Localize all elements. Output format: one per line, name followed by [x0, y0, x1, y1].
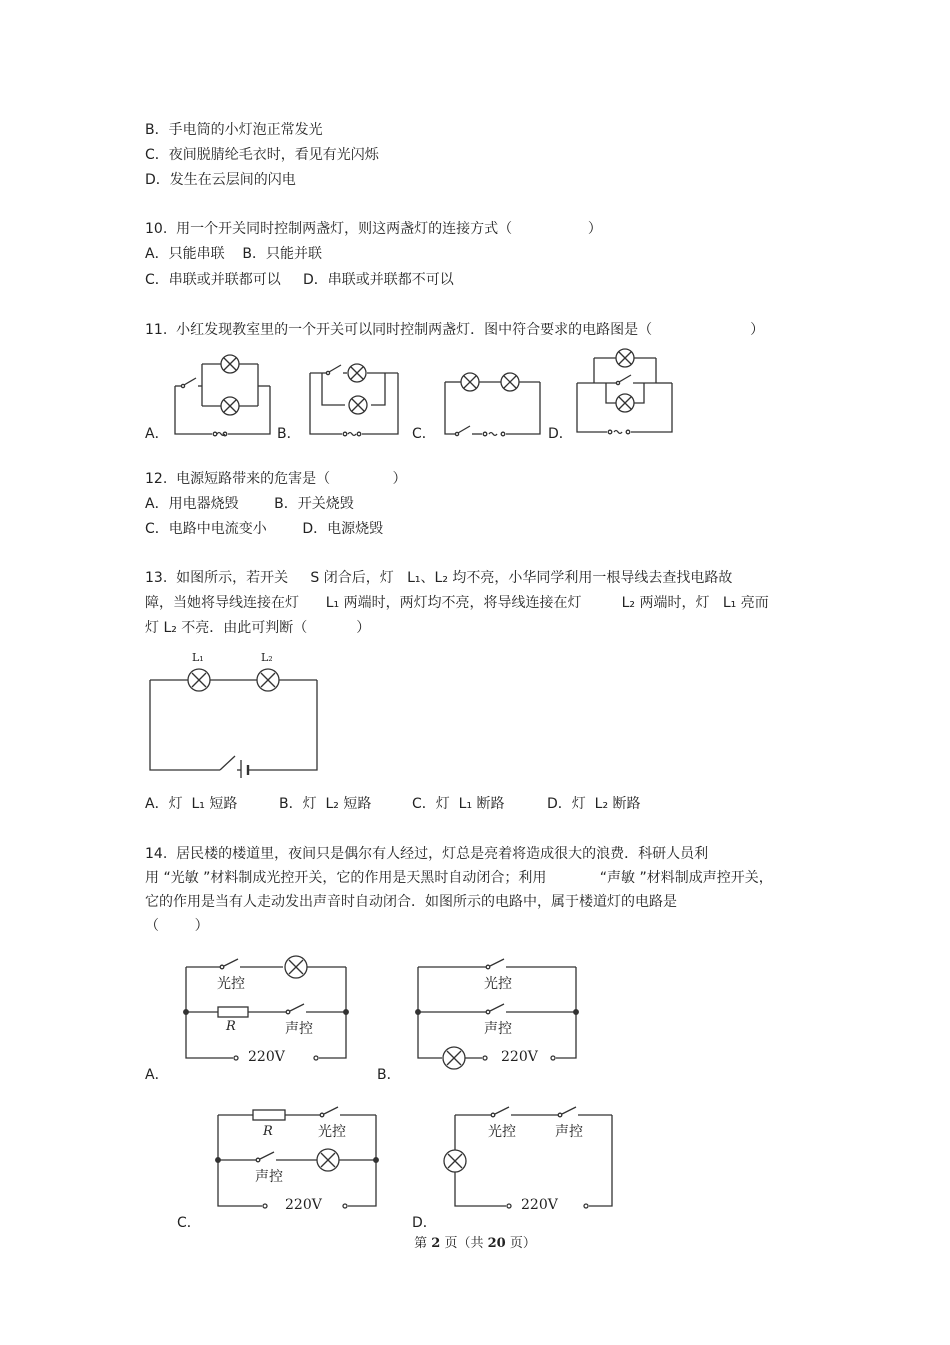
q14b-voltage-label: 220V	[501, 1049, 538, 1065]
q14a-resistor-label: R	[226, 1019, 236, 1034]
q13-option-b: B．灯 L₂ 短路	[279, 796, 372, 812]
q13-stem-line3: 灯 L₂ 不亮．由此可判断（ ）	[145, 620, 371, 636]
q11-circuit-b	[305, 348, 405, 438]
q14d-sound-ctrl-label: 声控	[555, 1124, 583, 1140]
q14c-resistor-label: R	[263, 1124, 273, 1139]
q13-lamp-l2-label: L₂	[261, 651, 273, 664]
footer-total-pages: 20	[487, 1236, 506, 1251]
footer-suffix: 页）	[505, 1236, 536, 1251]
q14-circuit-b	[410, 955, 590, 1070]
q11-circuit-a	[170, 346, 280, 438]
q12-stem: 12. 电源短路带来的危害是（ ）	[145, 471, 407, 487]
q14d-voltage-label: 220V	[521, 1197, 558, 1213]
q14-label-c: C．	[177, 1215, 201, 1231]
q14-label-d: D．	[412, 1215, 437, 1231]
q11-label-c: C．	[412, 426, 436, 442]
q14-circuit-a	[178, 955, 358, 1070]
q11-label-d: D．	[548, 426, 573, 442]
q9-option-c: C．夜间脱腈纶毛衣时，看见有光闪烁	[145, 147, 379, 163]
q12-options-cd: C．电路中电流变小 D．电源烧毁	[145, 521, 384, 537]
q13-stem-line2: 障，当她将导线连接在灯 L₁ 两端时，两灯均不亮，将导线连接在灯 L₂ 两端时，灯 L₁ 亮而	[145, 595, 769, 611]
q12-options-ab: A．用电器烧毁 B．开关烧毁	[145, 496, 354, 512]
q14b-light-ctrl-label: 光控	[484, 976, 512, 992]
q10-stem: 10. 用一个开关同时控制两盏灯，则这两盏灯的连接方式（ ）	[145, 221, 602, 237]
q10-options-cd: C．串联或并联都可以 D．串联或并联都不可以	[145, 272, 454, 288]
q14c-voltage-label: 220V	[285, 1197, 322, 1213]
q14-stem-line3: 它的作用是当有人走动发出声音时自动闭合．如图所示的电路中，属于楼道灯的电路是	[145, 894, 677, 910]
q10-options-ab: A．只能串联 B．只能并联	[145, 246, 322, 262]
q11-circuit-c	[440, 362, 545, 438]
q11-label-b: B．	[277, 426, 301, 442]
q11-label-a: A．	[145, 426, 169, 442]
q14-label-a: A．	[145, 1067, 169, 1083]
q14b-sound-ctrl-label: 声控	[484, 1021, 512, 1037]
q9-option-d: D．发生在云层间的闪电	[145, 172, 296, 188]
q9-option-b: B．手电筒的小灯泡正常发光	[145, 122, 323, 138]
q13-option-c: C．灯 L₁ 断路	[412, 796, 505, 812]
q14-label-b: B．	[377, 1067, 401, 1083]
q13-lamp-l1-label: L₁	[192, 651, 204, 664]
footer-middle: 页（共	[440, 1236, 488, 1251]
q14a-voltage-label: 220V	[248, 1049, 285, 1065]
q14c-sound-ctrl-label: 声控	[255, 1169, 283, 1185]
q11-stem: 11. 小红发现教室里的一个开关可以同时控制两盏灯．图中符合要求的电路图是（ ）	[145, 322, 765, 338]
q13-circuit	[145, 648, 325, 778]
q11-circuit-d	[572, 341, 680, 436]
q14-circuit-d	[438, 1103, 618, 1218]
q14a-sound-ctrl-label: 声控	[285, 1021, 313, 1037]
q14a-light-ctrl-label: 光控	[217, 976, 245, 992]
q14-stem-line1: 14. 居民楼的楼道里，夜间只是偶尔有人经过，灯总是亮着将造成很大的浪费．科研人员利	[145, 846, 709, 862]
q14d-light-ctrl-label: 光控	[488, 1124, 516, 1140]
q13-option-d: D．灯 L₂ 断路	[547, 796, 641, 812]
page-footer	[0, 1232, 950, 1251]
footer-prefix: 第	[414, 1236, 432, 1251]
q13-stem-line1: 13. 如图所示，若开关 S 闭合后，灯 L₁、L₂ 均不亮，小华同学利用一根导线去查找电路故	[145, 570, 733, 586]
footer-page-number: 2	[431, 1236, 441, 1251]
q14c-light-ctrl-label: 光控	[318, 1124, 346, 1140]
q14-stem-line2: 用 “光敏 ”材料制成光控开关，它的作用是天黑时自动闭合；利用 “声敏 ”材料制成声控开关，	[145, 870, 773, 886]
q14-stem-line4: （ ）	[145, 918, 209, 934]
q13-option-a: A．灯 L₁ 短路	[145, 796, 238, 812]
q14-circuit-c	[210, 1103, 385, 1218]
